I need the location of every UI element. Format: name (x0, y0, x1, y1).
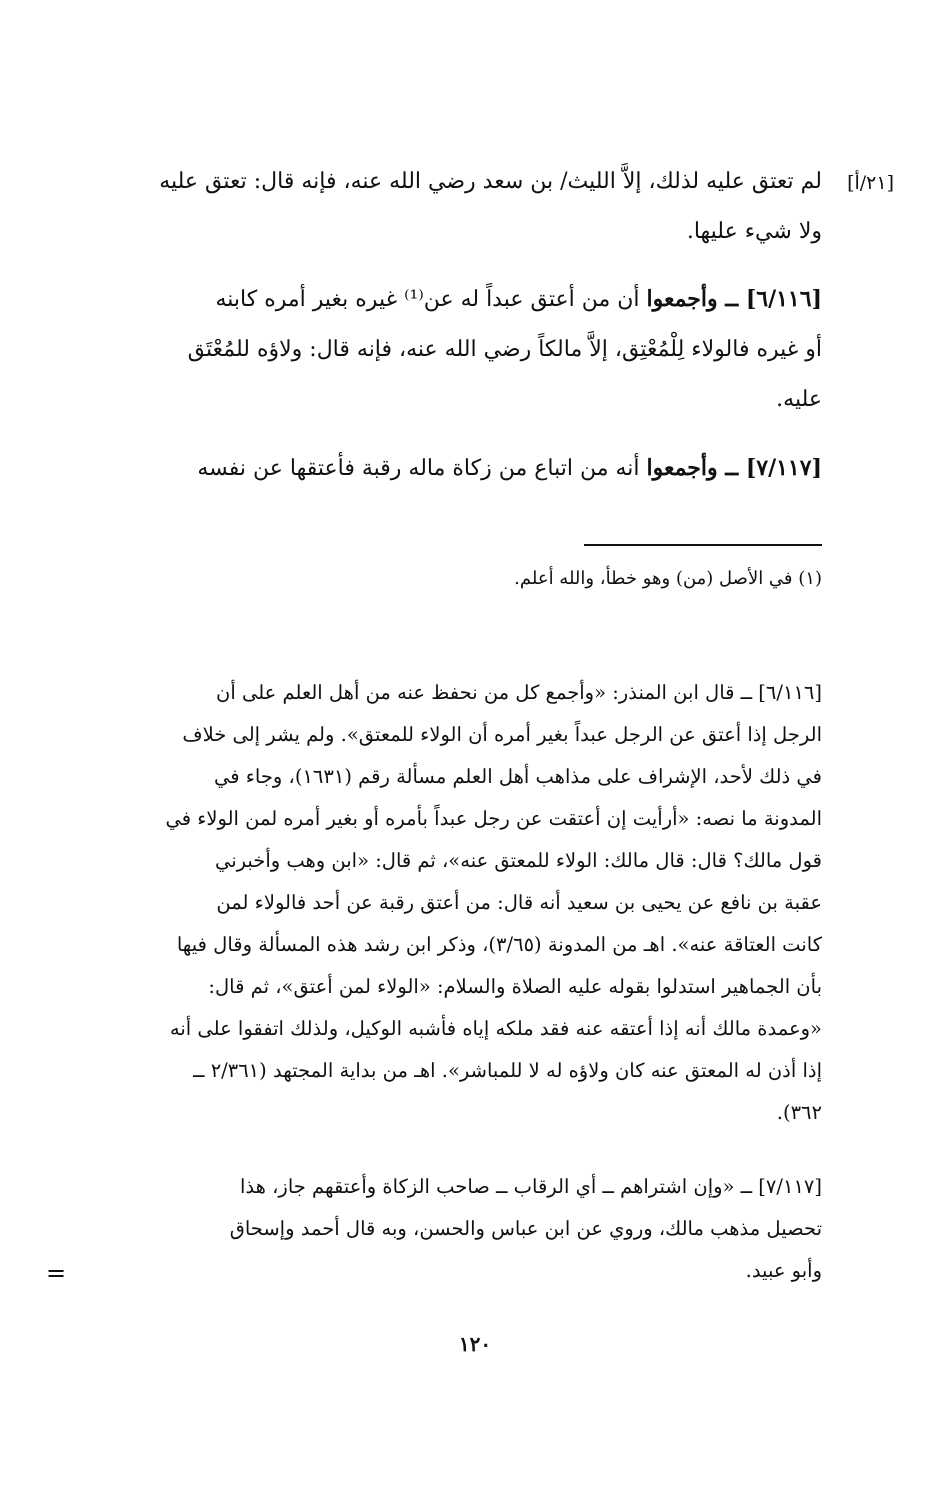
continuation-mark: = (46, 1259, 67, 1287)
text-line: لم تعتق عليه لذلك، إلاَّ الليث/ بن سعد رضي الله عنه، فإنه قال: تعتق عليه (159, 169, 822, 194)
text-run: أن من أعتق عبداً له عن⁽¹⁾ غيره بغير أمره كابنه (215, 287, 647, 312)
main-paragraph-3 (80, 443, 822, 494)
paragraph-label: [٧/١١٧] ــ وأجمعوا (646, 455, 822, 481)
commentary-note-2 (80, 1166, 822, 1292)
text-line: [٦/١١٦] ــ قال ابن المنذر: «وأجمع كل من نحفظ عنه من أهل العلم على أن (216, 681, 822, 704)
page-number: ١٢٠ (458, 1332, 492, 1356)
commentary-note-1 (80, 672, 822, 1134)
text-line: أو غيره فالولاء لِلْمُعْتِق، إلاَّ مالكاً رضي الله عنه، فإنه قال: ولاؤه للمُعْتَق (187, 337, 822, 362)
text-run: أنه من اتباع من زكاة ماله رقبة فأعتقها عن نفسه (197, 456, 647, 481)
text-line: عليه. (776, 387, 822, 412)
text-line: تحصيل مذهب مالك، وروي عن ابن عباس والحسن، وبه قال أحمد وإسحاق (229, 1217, 822, 1240)
text-line: «وعمدة مالك أنه إذا أعتقه عنه فقد ملكه إياه فأشبه الوكيل، ولذلك اتفقوا على أنه (169, 1017, 822, 1040)
text-line: قول مالك؟ قال: قال مالك: الولاء للمعتق عنه»، ثم قال: «ابن وهب وأخبرني (214, 849, 822, 872)
margin-folio-reference: [٢١/أ] (847, 172, 894, 194)
main-paragraph-2 (80, 274, 822, 425)
main-paragraph-1 (80, 157, 822, 257)
text-line: بأن الجماهير استدلوا بقوله عليه الصلاة والسلام: «الولاء لمن أعتق»، ثم قال: (208, 975, 822, 998)
text-line: ٣٦٢). (776, 1101, 822, 1124)
footnote: (١) في الأصل (من) وهو خطأ، والله أعلم. (514, 568, 822, 589)
text-line: عقبة بن نافع عن يحيى بن سعيد أنه قال: من أعتق رقبة عن أحد فالولاء لمن (216, 891, 822, 914)
text-line: المدونة ما نصه: «أرأيت إن أعتقت عن رجل عبداً بأمره أو بغير أمره لمن الولاء في (165, 807, 822, 830)
text-line: ولا شيء عليها. (686, 219, 822, 244)
text-line: الرجل إذا أعتق عن الرجل عبداً بغير أمره أن الولاء للمعتق». ولم يشر إلى خلاف (182, 723, 822, 746)
text-line: [٧/١١٧] ــ «وإن اشتراهم ــ أي الرقاب ــ صاحب الزكاة وأعتقهم جاز، هذا (239, 1175, 822, 1198)
text-line: في ذلك لأحد، الإشراف على مذاهب أهل العلم مسألة رقم (١٦٣١)، وجاء في (213, 765, 822, 788)
text-line: وأبو عبيد. (745, 1259, 822, 1282)
text-line (80, 443, 822, 494)
paragraph-label: [٦/١١٦] ــ وأجمعوا (646, 286, 822, 312)
footnote-separator (584, 544, 822, 546)
text-line (80, 274, 822, 325)
text-line: كانت العتاقة عنه». اهـ من المدونة (٣/٦٥)، وذكر ابن رشد هذه المسألة وقال فيها (176, 933, 822, 956)
text-line: إذا أذن له المعتق عنه كان ولاؤه له لا للمباشر». اهـ من بداية المجتهد (٢/٣٦١ ــ (193, 1059, 822, 1082)
